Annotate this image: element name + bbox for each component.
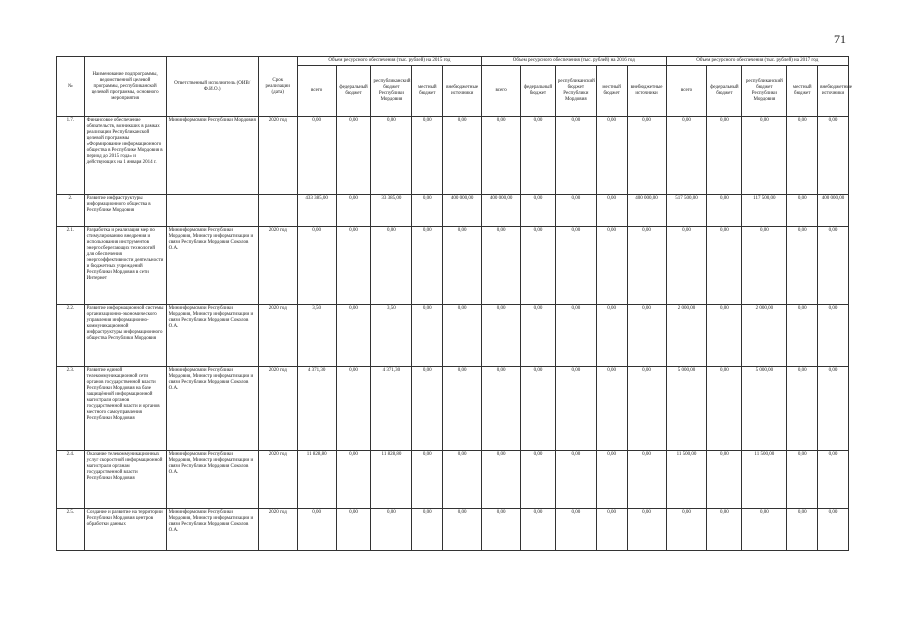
header-name: Наименование подпрограммы, ведомственной целевой программы, республиканской целевой программы, основного мероприятия <box>84 57 166 117</box>
header-num: № <box>57 57 85 117</box>
value-cell: 0,00 <box>443 367 482 451</box>
row-deadline: 2020 год <box>258 509 297 551</box>
row-name: Развитие инфраструктуры информационного общества в Республике Мордовия <box>84 195 166 227</box>
row-responsible: Мининформсвязи Республики Мордовия, Министр информатизации и связи Республики Мордовия Соколов О.А. <box>166 367 258 451</box>
value-cell: 0,00 <box>521 451 556 509</box>
value-cell: 0,00 <box>596 451 627 509</box>
value-cell: 0,00 <box>555 117 596 195</box>
value-cell: 0,00 <box>818 117 849 195</box>
header-responsible: Ответственный исполнитель (ОИВ/Ф.И.О.) <box>166 57 258 117</box>
value-cell: 0,00 <box>443 305 482 367</box>
value-cell: 0,00 <box>521 195 556 227</box>
value-cell: 0,00 <box>555 227 596 305</box>
header-deadline: Срок реализации (дата) <box>258 57 297 117</box>
value-cell: 0,00 <box>555 451 596 509</box>
subheader-2016-2: республиканский бюджет Республики Мордовия <box>555 66 596 117</box>
row-deadline: 2020 год <box>258 367 297 451</box>
row-deadline: 2020 год <box>258 227 297 305</box>
value-cell: 0,00 <box>707 227 742 305</box>
value-cell: 0,00 <box>787 227 818 305</box>
value-cell: 0,00 <box>666 117 707 195</box>
value-cell: 0,00 <box>627 227 666 305</box>
value-cell: 0,00 <box>336 195 371 227</box>
subheader-2016-0: всего <box>482 66 521 117</box>
value-cell: 0,00 <box>818 367 849 451</box>
value-cell: 0,00 <box>742 509 787 551</box>
subheader-2016-3: местный бюджет <box>596 66 627 117</box>
value-cell: 0,00 <box>412 509 443 551</box>
row-name: Развитие единой телекоммуникационной сети органов государственной власти Республики Мордовия на базе защищённой информационной магистрали органов государственной власти и органов местного самоуправления Республики Мордовия <box>84 367 166 451</box>
value-cell: 0,00 <box>412 451 443 509</box>
subheader-2017-2: республиканский бюджет Республики Мордовия <box>742 66 787 117</box>
value-cell: 0,00 <box>336 227 371 305</box>
value-cell: 0,00 <box>596 117 627 195</box>
value-cell: 117 500,00 <box>742 195 787 227</box>
table-row <box>57 451 849 509</box>
value-cell: 0,00 <box>412 117 443 195</box>
value-cell: 0,00 <box>596 367 627 451</box>
row-number: 2.4. <box>57 451 85 509</box>
value-cell: 0,00 <box>412 227 443 305</box>
row-name: Развитие информационной системы организационно-экономического управления информационно-коммуникационной инфраструктуры информационного общества Республики Мордовия <box>84 305 166 367</box>
value-cell: 11 828,80 <box>371 451 412 509</box>
value-cell: 0,00 <box>596 305 627 367</box>
value-cell: 0,00 <box>787 117 818 195</box>
row-responsible: Мининформсвязи Республики Мордовия, Министр информатизации и связи Республики Мордовия Соколов О.А. <box>166 227 258 305</box>
value-cell: 0,00 <box>596 227 627 305</box>
row-deadline <box>258 195 297 227</box>
value-cell: 0,00 <box>336 367 371 451</box>
row-number: 2.5. <box>57 509 85 551</box>
value-cell: 0,00 <box>482 451 521 509</box>
value-cell: 0,00 <box>371 227 412 305</box>
value-cell: 0,00 <box>371 117 412 195</box>
value-cell: 0,00 <box>482 367 521 451</box>
value-cell: 11 828,80 <box>297 451 336 509</box>
value-cell: 0,00 <box>787 451 818 509</box>
value-cell: 0,00 <box>412 305 443 367</box>
value-cell: 0,00 <box>297 227 336 305</box>
value-cell: 0,00 <box>412 367 443 451</box>
value-cell: 0,00 <box>742 227 787 305</box>
value-cell: 0,00 <box>666 227 707 305</box>
value-cell: 0,00 <box>371 509 412 551</box>
subheader-2015-4: внебюджетные источники <box>443 66 482 117</box>
value-cell: 0,00 <box>666 509 707 551</box>
table-row <box>57 367 849 451</box>
value-cell: 0,00 <box>555 509 596 551</box>
subheader-2015-2: республиканский бюджет Республики Мордовия <box>371 66 412 117</box>
value-cell: 0,00 <box>555 195 596 227</box>
value-cell: 0,00 <box>707 367 742 451</box>
value-cell: 0,00 <box>742 117 787 195</box>
value-cell: 0,00 <box>818 227 849 305</box>
value-cell: 11 500,00 <box>666 451 707 509</box>
subheader-2017-4: внебюджетные источники <box>818 66 849 117</box>
table-row <box>57 305 849 367</box>
row-number: 2. <box>57 195 85 227</box>
row-responsible <box>166 195 258 227</box>
value-cell: 2 000,00 <box>742 305 787 367</box>
value-cell: 0,00 <box>297 117 336 195</box>
header-group-2016: Объем ресурсного обеспечения (тыс. рублей) на 2016 год <box>482 57 666 66</box>
value-cell: 0,00 <box>443 117 482 195</box>
value-cell: 0,00 <box>627 305 666 367</box>
row-name: Создание и развитие на территории Республики Мордовия центров обработки данных <box>84 509 166 551</box>
value-cell: 5 000,00 <box>666 367 707 451</box>
budget-table <box>56 56 852 551</box>
row-responsible: Мининформсвязи Республики Мордовия, Министр информатизации и связи Республики Мордовия Соколов О.А. <box>166 451 258 509</box>
value-cell: 0,00 <box>482 305 521 367</box>
table-row <box>57 227 849 305</box>
value-cell: 0,00 <box>336 509 371 551</box>
value-cell: 0,00 <box>336 451 371 509</box>
value-cell: 3,50 <box>297 305 336 367</box>
value-cell: 11 500,00 <box>742 451 787 509</box>
header-group-2015: Объем ресурсного обеспечения (тыс. рублей) на 2015 год <box>297 57 481 66</box>
subheader-2016-1: федеральный бюджет <box>521 66 556 117</box>
value-cell: 0,00 <box>521 305 556 367</box>
value-cell: 0,00 <box>787 195 818 227</box>
value-cell: 0,00 <box>787 367 818 451</box>
row-name: Разработка и реализация мер по стимулированию внедрения и использования инструментов энергосберегающих технологий для обеспечения энергоэффективности деятельности и бюджетных учреждений Республики Мордовия в сети Интернет <box>84 227 166 305</box>
value-cell: 0,00 <box>707 451 742 509</box>
row-deadline: 2020 год <box>258 451 297 509</box>
value-cell: 0,00 <box>707 305 742 367</box>
value-cell: 0,00 <box>412 195 443 227</box>
row-name: Оказание телекоммуникационных услуг скоростной информационной магистрали органам государственной власти Республики Мордовия <box>84 451 166 509</box>
value-cell: 0,00 <box>627 367 666 451</box>
value-cell: 0,00 <box>818 305 849 367</box>
value-cell: 4 371,30 <box>371 367 412 451</box>
value-cell: 0,00 <box>443 451 482 509</box>
value-cell: 0,00 <box>336 305 371 367</box>
value-cell: 0,00 <box>482 227 521 305</box>
value-cell: 0,00 <box>707 195 742 227</box>
table-row <box>57 195 849 227</box>
table-body <box>57 117 849 551</box>
row-number: 2.1. <box>57 227 85 305</box>
value-cell: 2 000,00 <box>666 305 707 367</box>
table-row <box>57 509 849 551</box>
value-cell: 400 000,00 <box>818 195 849 227</box>
value-cell: 0,00 <box>443 509 482 551</box>
value-cell: 0,00 <box>596 509 627 551</box>
header-group-2017: Объем ресурсного обеспечения (тыс. рублей) на 2017 год <box>666 57 848 66</box>
value-cell: 0,00 <box>555 305 596 367</box>
row-responsible: Мининформсвязи Республики Мордовия <box>166 117 258 195</box>
value-cell: 33 385,00 <box>371 195 412 227</box>
value-cell: 400 000,00 <box>482 195 521 227</box>
value-cell: 0,00 <box>818 451 849 509</box>
value-cell: 0,00 <box>482 117 521 195</box>
value-cell: 0,00 <box>818 509 849 551</box>
subheader-2015-1: федеральный бюджет <box>336 66 371 117</box>
table-row <box>57 117 849 195</box>
value-cell: 433 385,00 <box>297 195 336 227</box>
value-cell: 4 371,30 <box>297 367 336 451</box>
value-cell: 0,00 <box>787 305 818 367</box>
value-cell: 0,00 <box>521 117 556 195</box>
value-cell: 5 000,00 <box>742 367 787 451</box>
subheader-2015-3: местный бюджет <box>412 66 443 117</box>
row-number: 1.7. <box>57 117 85 195</box>
value-cell: 0,00 <box>627 509 666 551</box>
value-cell: 0,00 <box>521 509 556 551</box>
row-number: 2.3. <box>57 367 85 451</box>
value-cell: 400 000,00 <box>443 195 482 227</box>
page-number: 71 <box>834 32 846 46</box>
value-cell: 0,00 <box>555 367 596 451</box>
row-deadline: 2020 год <box>258 305 297 367</box>
value-cell: 0,00 <box>787 509 818 551</box>
subheader-2017-1: федеральный бюджет <box>707 66 742 117</box>
value-cell: 0,00 <box>627 117 666 195</box>
value-cell: 400 000,00 <box>627 195 666 227</box>
value-cell: 0,00 <box>336 117 371 195</box>
value-cell: 517 500,00 <box>666 195 707 227</box>
subheader-2015-0: всего <box>297 66 336 117</box>
value-cell: 0,00 <box>297 509 336 551</box>
row-responsible: Мининформсвязи Республики Мордовия, Министр информатизации и связи Республики Мордовия Соколов О.А. <box>166 509 258 551</box>
value-cell: 0,00 <box>707 117 742 195</box>
value-cell: 0,00 <box>596 195 627 227</box>
subheader-2017-3: местный бюджет <box>787 66 818 117</box>
value-cell: 0,00 <box>521 367 556 451</box>
value-cell: 0,00 <box>443 227 482 305</box>
value-cell: 3,50 <box>371 305 412 367</box>
row-deadline: 2020 год <box>258 117 297 195</box>
value-cell: 0,00 <box>521 227 556 305</box>
table-header <box>57 57 852 117</box>
row-number: 2.2. <box>57 305 85 367</box>
row-name: Финансовое обеспечение обязательств, возникших в рамках реализации Республиканской целевой программы «Формирование информационного общества в Республике Мордовия в период до 2015 года» и действующих на 1 января 2014 г. <box>84 117 166 195</box>
subheader-2016-4: внебюджетные источники <box>627 66 666 117</box>
row-responsible: Мининформсвязи Республики Мордовия, Министр информатизации и связи Республики Мордовия Соколов О.А. <box>166 305 258 367</box>
value-cell: 0,00 <box>482 509 521 551</box>
subheader-2017-0: всего <box>666 66 707 117</box>
value-cell: 0,00 <box>707 509 742 551</box>
value-cell: 0,00 <box>627 451 666 509</box>
